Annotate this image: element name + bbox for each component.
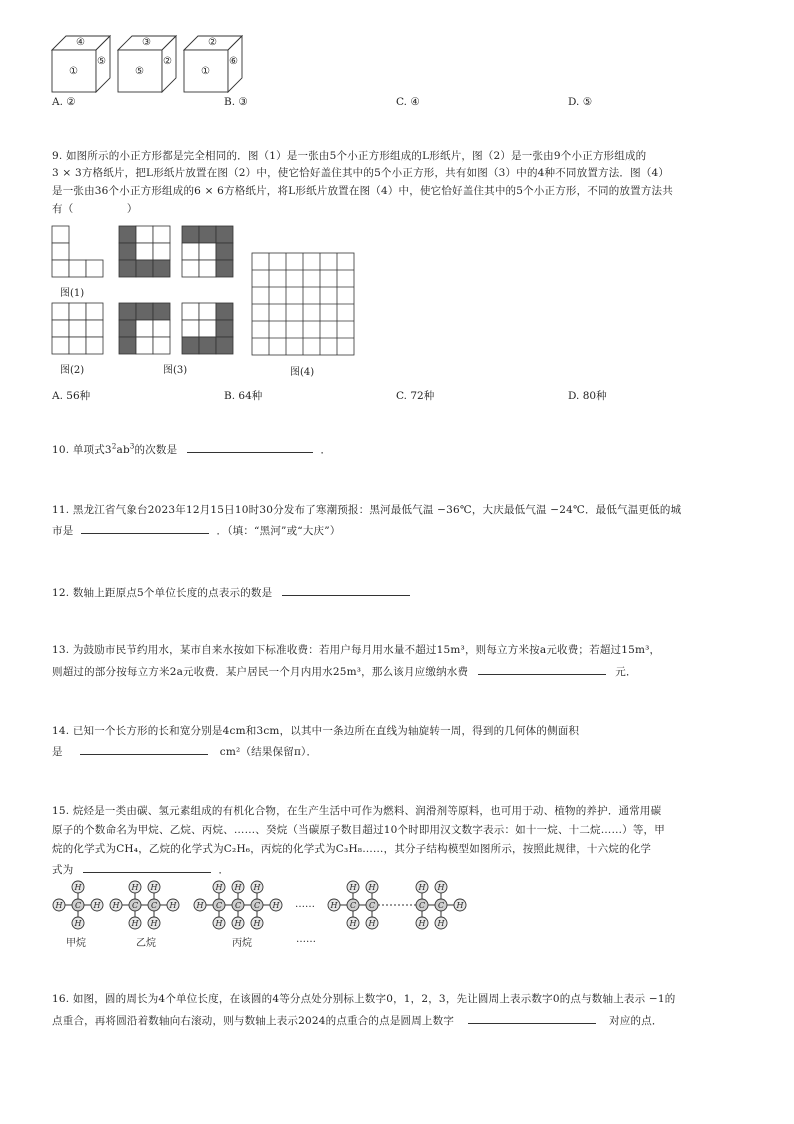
- q8-option-a[interactable]: A. ②: [52, 96, 76, 108]
- svg-text:H: H: [215, 919, 223, 928]
- carbon-atom: [232, 899, 244, 911]
- hydrogen-atom: [148, 881, 160, 893]
- carbon-atom: [129, 899, 141, 911]
- hydrogen-atom: [213, 881, 225, 893]
- q13-answer-blank[interactable]: [478, 663, 606, 675]
- cube-1-front: ①: [69, 66, 78, 77]
- hydrogen-atom: [232, 881, 244, 893]
- hydrogen-atom: [366, 917, 378, 929]
- svg-text:H: H: [349, 883, 357, 892]
- hydrogen-atom: [347, 917, 359, 929]
- svg-text:C: C: [74, 901, 82, 910]
- q9-figure-3d: [182, 303, 234, 355]
- q16-line-2: 点重合，再将圆沿着数轴向右滚动，则与数轴上表示2024的点重合的点是圆周上数字 对应的点．: [52, 1012, 663, 1028]
- svg-text:H: H: [196, 901, 204, 910]
- q9-figure-1-label: 图(1): [60, 288, 85, 299]
- carbon-atom: [213, 899, 225, 911]
- svg-text:C: C: [368, 901, 376, 910]
- q12-question: 12. 数轴上距原点5个单位长度的点表示的数是: [52, 584, 410, 600]
- hydrogen-atom: [110, 899, 122, 911]
- q9-option-b[interactable]: B. 64种: [224, 390, 263, 402]
- q9-figure-1: [52, 226, 104, 278]
- q9-line-3: 是一张由36个小正方形组成的6 × 6方格纸片，将L形纸片放置在图（4）中，使它恰好盖住其中的5个小正方形，不同的放置方法共: [52, 185, 673, 197]
- q15-line-2: 原子的个数命名为甲烷、乙烷、丙烷、……、癸烷（当碳原子数目超过10个时即用汉文数字表示：如十一烷、十二烷……）等，甲: [52, 824, 665, 836]
- q11-line-2: 市是 ．（填：“黑河”或“大庆”）: [52, 522, 341, 538]
- q10-answer-blank[interactable]: [187, 441, 313, 453]
- svg-text:C: C: [215, 901, 223, 910]
- svg-text:H: H: [55, 901, 63, 910]
- svg-text:H: H: [349, 919, 357, 928]
- hydrogen-atom: [129, 917, 141, 929]
- cube-2-top: ③: [142, 37, 151, 48]
- svg-text:H: H: [112, 901, 120, 910]
- svg-text:H: H: [74, 883, 82, 892]
- hydrogen-atom: [53, 899, 65, 911]
- carbon-atom: [366, 899, 378, 911]
- q9-figure-2: [52, 303, 104, 355]
- hydrogen-atom: [416, 881, 428, 893]
- hydrogen-atom: [72, 917, 84, 929]
- svg-text:H: H: [330, 901, 338, 910]
- hydrogen-atom: [72, 881, 84, 893]
- carbon-atom: [416, 899, 428, 911]
- svg-text:C: C: [150, 901, 158, 910]
- q9-figure-4: [252, 253, 354, 355]
- hydrogen-atom: [129, 881, 141, 893]
- svg-text:H: H: [215, 883, 223, 892]
- hydrogen-atom: [232, 917, 244, 929]
- q9-option-a[interactable]: A. 56种: [52, 390, 91, 402]
- q15-label-ellipsis: ……: [296, 934, 316, 945]
- q9-figure-3-label: 图(3): [163, 365, 188, 376]
- hydrogen-atom: [91, 899, 103, 911]
- hydrogen-atom: [435, 917, 447, 929]
- q9-line-2: 3 × 3方格纸片，把L形纸片放置在图（2）中，使它恰好盖住其中的5个小正方形，共有如图（3）中的4种不同放置方法．图（4）: [52, 167, 670, 179]
- svg-text:C: C: [253, 901, 261, 910]
- hydrogen-atom: [213, 917, 225, 929]
- q9-figure-3a: [119, 226, 171, 278]
- q8-cubes: [50, 36, 250, 94]
- q9-figure-2-label: 图(2): [60, 365, 85, 376]
- svg-text:H: H: [253, 919, 261, 928]
- q9-option-c[interactable]: C. 72种: [396, 390, 435, 402]
- svg-text:C: C: [234, 901, 242, 910]
- svg-text:H: H: [368, 883, 376, 892]
- q9-figure-3c: [119, 303, 171, 355]
- carbon-atom: [251, 899, 263, 911]
- hydrogen-atom: [454, 899, 466, 911]
- q8-option-d[interactable]: D. ⑤: [568, 96, 593, 108]
- svg-text:H: H: [169, 901, 177, 910]
- carbon-atom: [435, 899, 447, 911]
- cube-2-side: ②: [163, 56, 172, 67]
- svg-text:H: H: [234, 919, 242, 928]
- q15-label-ethane: 乙烷: [136, 938, 156, 949]
- hydrogen-atom: [251, 881, 263, 893]
- q9-line-4: 有（ ）: [52, 203, 138, 215]
- hydrogen-atom: [194, 899, 206, 911]
- svg-text:H: H: [234, 883, 242, 892]
- svg-text:H: H: [368, 919, 376, 928]
- q15-label-propane: 丙烷: [232, 938, 252, 949]
- svg-text:C: C: [131, 901, 139, 910]
- q10-question: 10. 单项式$3^2ab^3$的次数是 ．: [52, 442, 332, 456]
- svg-text:H: H: [418, 919, 426, 928]
- q15-answer-blank[interactable]: [83, 861, 211, 873]
- q15-molecule-diagram: [52, 880, 472, 935]
- svg-text:H: H: [456, 901, 464, 910]
- q11-answer-blank[interactable]: [81, 522, 209, 534]
- q15-line-3: 烷的化学式为CH₄，乙烷的化学式为C₂H₆，丙烷的化学式为C₃H₈……，其分子结构模型如图所示，按照此规律，十六烷的化学: [52, 843, 652, 855]
- hydrogen-atom: [435, 881, 447, 893]
- svg-text:H: H: [437, 883, 445, 892]
- q15-line-1: 15. 烷烃是一类由碳、氢元素组成的有机化合物，在生产生活中可作为燃料、润滑剂等原料，也可用于动、植物的养护．通常用碳: [52, 805, 662, 817]
- q12-answer-blank[interactable]: [282, 584, 410, 596]
- svg-text:H: H: [93, 901, 101, 910]
- svg-text:H: H: [272, 901, 280, 910]
- carbon-atom: [148, 899, 160, 911]
- svg-text:H: H: [253, 883, 261, 892]
- hydrogen-atom: [416, 917, 428, 929]
- svg-text:H: H: [131, 883, 139, 892]
- svg-text:C: C: [418, 901, 426, 910]
- hydrogen-atom: [148, 917, 160, 929]
- svg-text:H: H: [150, 919, 158, 928]
- cube-3-side: ⑥: [229, 56, 238, 67]
- svg-text:H: H: [437, 919, 445, 928]
- cube-1-top: ④: [76, 37, 85, 48]
- q9-option-d[interactable]: D. 80种: [568, 390, 607, 402]
- q15-dots-middle: ……: [295, 899, 315, 910]
- q8-option-c[interactable]: C. ④: [396, 96, 420, 108]
- hydrogen-atom: [167, 899, 179, 911]
- svg-text:H: H: [74, 919, 82, 928]
- q8-option-b[interactable]: B. ③: [224, 96, 248, 108]
- q13-line-1: 13. 为鼓励市民节约用水，某市自来水按如下标准收费：若用户每月用水量不超过15m³，则每立方米按a元收费；若超过15m³，: [52, 644, 661, 656]
- svg-text:H: H: [418, 883, 426, 892]
- q9-line-1: 9. 如图所示的小正方形都是完全相同的．图（1）是一张由5个小正方形组成的L形纸片，图（2）是一张由9个小正方形组成的: [52, 150, 647, 162]
- q11-line-1: 11. 黑龙江省气象台2023年12月15日10时30分发布了寒潮预报：黑河最低气温 −36℃，大庆最低气温 −24℃．最低气温更低的城: [52, 504, 682, 516]
- cube-1-side: ⑤: [97, 56, 106, 67]
- hydrogen-atom: [328, 899, 340, 911]
- svg-text:H: H: [150, 883, 158, 892]
- cube-2-front: ⑤: [135, 66, 144, 77]
- cube-3-front: ①: [201, 66, 210, 77]
- hydrogen-atom: [251, 917, 263, 929]
- q15-label-methane: 甲烷: [66, 938, 86, 949]
- svg-text:H: H: [131, 919, 139, 928]
- carbon-atom: [72, 899, 84, 911]
- cube-3-top: ②: [208, 37, 217, 48]
- hydrogen-atom: [270, 899, 282, 911]
- carbon-atom: [347, 899, 359, 911]
- q14-line-2: 是 cm²（结果保留π）．: [52, 743, 317, 759]
- q16-answer-blank[interactable]: [468, 1012, 596, 1024]
- q13-line-2: 则超过的部分按每立方米2a元收费．某户居民一个月内用水25m³，那么该月应缴纳水费 元．: [52, 663, 637, 679]
- q16-line-1: 16. 如图，圆的周长为4个单位长度，在该圆的4等分点处分别标上数字0，1，2，3，先让圆周上表示数字0的点与数轴上表示 −1的: [52, 993, 676, 1005]
- q14-answer-blank[interactable]: [80, 743, 208, 755]
- svg-text:C: C: [349, 901, 357, 910]
- q15-line-4: 式为 ．: [52, 861, 229, 877]
- q9-figure-3b: [182, 226, 234, 278]
- svg-text:C: C: [437, 901, 445, 910]
- q14-line-1: 14. 已知一个长方形的长和宽分别是4cm和3cm，以其中一条边所在直线为轴旋转一周，得到的几何体的侧面积: [52, 725, 580, 737]
- q9-figure-4-label: 图(4): [290, 367, 315, 378]
- hydrogen-atom: [347, 881, 359, 893]
- hydrogen-atom: [366, 881, 378, 893]
